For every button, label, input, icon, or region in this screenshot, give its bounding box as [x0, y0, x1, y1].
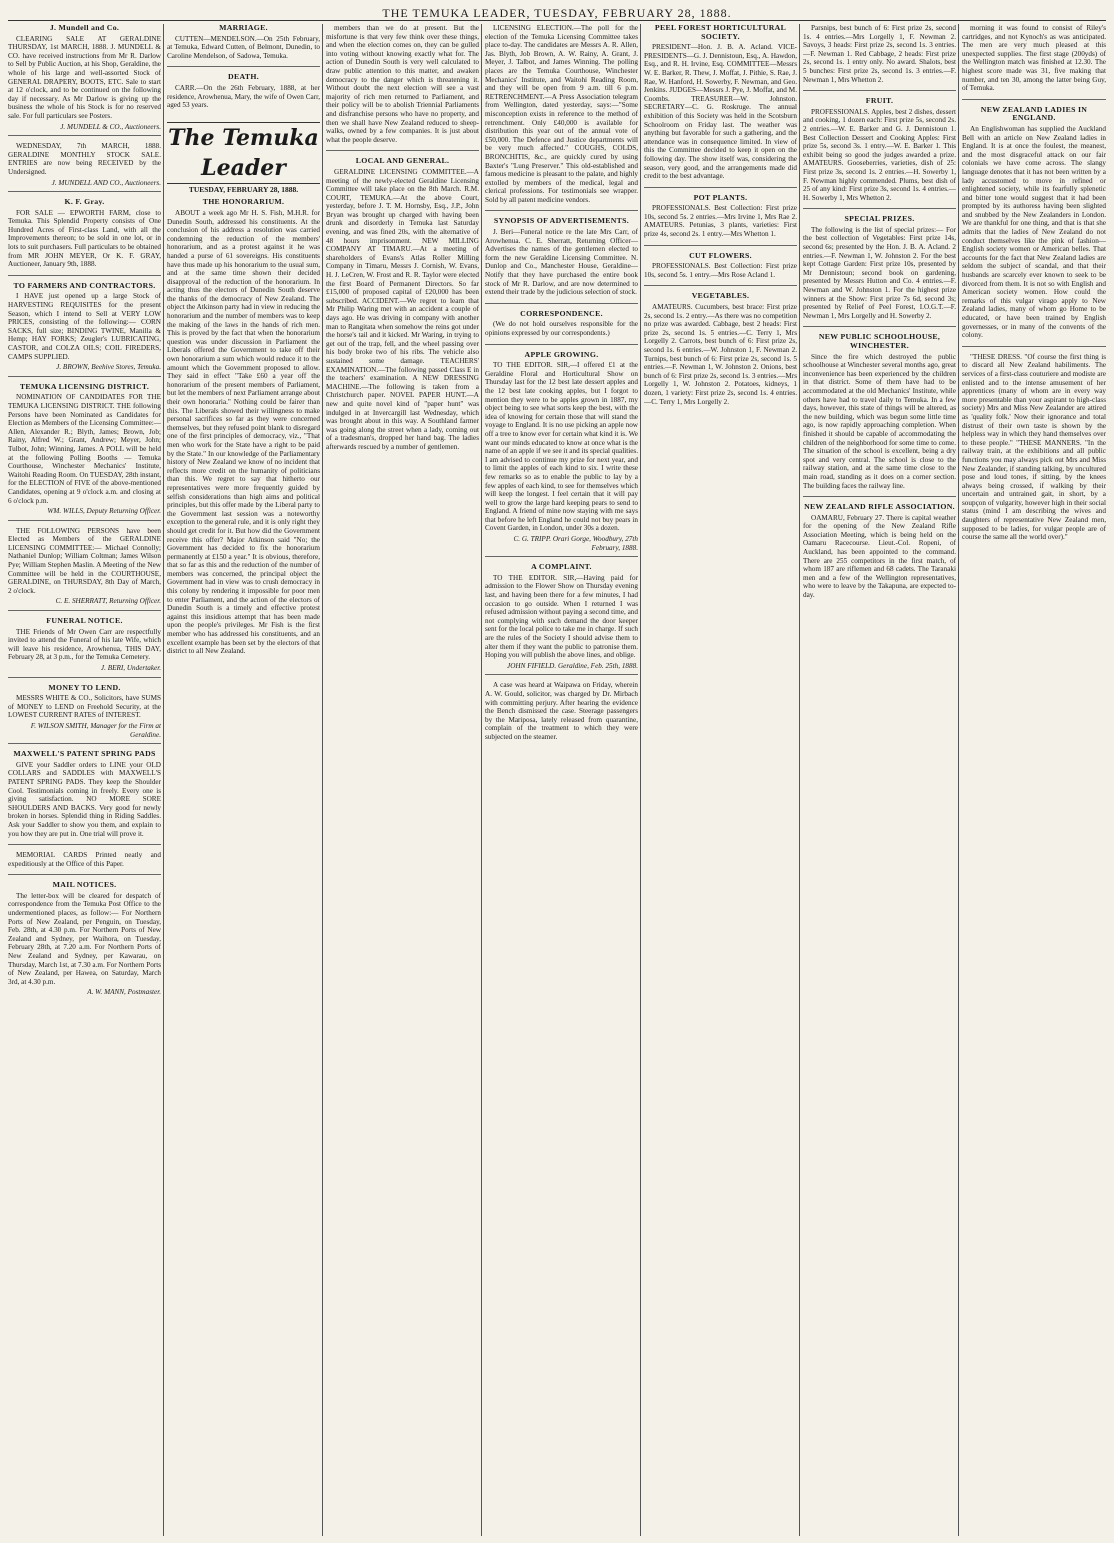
- editorial-block: [167, 198, 320, 661]
- column-7: [962, 24, 1106, 1536]
- article-heading: CUT FLOWERS.: [689, 250, 752, 260]
- article-text: ABOUT a week ago Mr H. S. Fish, M.H.R. for Dunedin South, addressed his constituents. At the conclusion of his address a resolution was carried condemning the reduction of the members' honorarium, and as a protest against it he was handed a purse of 61 sovereigns. His constituents have thus made up his honorarium to the usual sum, and at the same time shown their decided disapproval of the reduction of the honorarium. In acting thus the electors of Dunedin South deserve the thanks of the democracy of New Zealand. The object the Atkinson party had in view in reducing the honorarium and the number of members was to keep the making of the laws in the hands of rich men. This is proved by the fact that when the honorarium question was under discussion in Parliament the Liberals offered the Government to take off their own honorarium a sum which would reduce it to the amount which the Government proposed to allow. They said in effect "Take £60 a year off the honorarium of the present members of Parliament, but let the members of next Parliament arrange about their own honoraria." Nothing could be fairer than this. The Liberals showed their willingness to make personal sacrifices so far as they were concerned themselves, but they refused point blank to disregard one of the first principles of democracy, viz., "That men who work for the State have a right to be paid by the State." In our knowledge of the Parliamentary history of New Zealand we know of no incident that reflects more credit on the humanity of politicians than this. We regret to say that hitherto our representatives were more frequently guided by selfish considerations than high aims and political principles, but this offer made by the Liberal party to the Government last session was a noteworthy exception to the general rule, and it is only right they should get credit for it. But how did the Government receive this offer? Major Atkinson said "No; the Government has decided to fix the honorarium permanently at £150 a year." It is obvious, therefore, that so far as this and the reduction of the number of members was concerned, the principal object the Government had in view was to crush democracy in this colony by rendering it impossible for poor men to enter Parliament, and the action of the electors of Dunedin South is a timely and effective protest against this insidious attempt that has been made upon the people's privileges. Mr Fish is the first member who has addressed his constituents, and an excellent example has been set by the electors of that district to all New Zealand.: [167, 208, 320, 656]
- article-heading: POT PLANTS.: [693, 192, 748, 202]
- article-text: I HAVE just opened up a large Stock of HARVESTING REQUISITES for the present Season, which I intend to Sell at VERY LOW PRICES, consisting of the following:— CORN SACKS, full size; BINDING TWINE, Manilla & Hemp; HAY FORKS; Zeugler's LUBRICATING, CASTOR, and COLZA OILS; COIL FIREDERS, CAMPS SUPPLIED.: [8, 292, 161, 361]
- article-text: GIVE your Saddler orders to LINE your OLD COLLARS and SADDLES with MAXWELL'S PATENT SPRING PADS. They keep the Shoulder Cool. Testimonials coming in freely. Every one is giving satisfaction. NO MORE SORE SHOULDERS AND BACKS. Very good for newly broken in horses. Splendid thing in Riding Saddles. Ask your Saddler to show you them, and explain to you how they are put in. One trial will prove it.: [8, 760, 161, 838]
- article-text: AMATEURS. Cucumbers, best brace: First prize 2s, second 1s. 2 entry.—As there was no competition no prize was awarded. Cabbage, best 2 heads: First prize 2s, second 1s. 5 entries.—C. Terry 1, Mrs Lorgelly 2. Carrots, best bunch of 6: First prize 2s, second 1s. 6 entries.—W. Johnston 1, F. Newman 2. Turnips, best bunch of 6: First prize 2s, second 1s. 5 entries.—F. Newman 1, W. Johnston 2. Onions, best bunch of 6: First prize 2s, second 1s. 3 entries.—Mrs Lorgelly 1, W. Johnston 2. Potatoes, kidneys, 1 dozen, 1 variety: First prize 2s, second 1s. 4 entries.—C. Terry 1, Mrs Lorgelly 2.: [644, 303, 797, 406]
- column-6: [803, 24, 956, 1536]
- article-heading: TO FARMERS AND CONTRACTORS.: [13, 280, 156, 290]
- article-block: [8, 881, 161, 1001]
- article-text: (We do not hold ourselves responsible for the opinions expressed by our correspondents.): [485, 320, 638, 337]
- article-text: members than we do at present. But the misfortune is that very few think over these things, and when the election comes on, they can be gulled into voting without knowing exactly what for. The action of Dunedin South is very well calculated to draw public attention to this matter, and awaken democracy to the danger which is threatening it. Without doubt the next election will see a vast majority of rich men returned to Parliament, and their policy will be to abolish Triennial Parliaments and disfranchise persons who have no property, and then we shall have New Zealand reduced to sheep-walks, owned by a few companies. It is just about what the people deserve.: [326, 24, 479, 144]
- article-heading: VEGETABLES.: [691, 291, 750, 301]
- column-5: [644, 24, 797, 1536]
- article-signature: J. BROWN, Beehive Stores, Temuka.: [56, 363, 161, 372]
- article-block: [644, 252, 797, 287]
- article-block: [644, 194, 797, 246]
- article-text: The letter-box will be cleared for despatch of correspondence from the Temuka Post Office to the undermentioned places, as follow:— For Northern Ports of New Zealand, per Penguin, on Tuesday, Feb. 28th, at 4.30 p.m. For Northern Ports of New Zealand and Sydney, per Waihora, on Tuesday, February 28th, at 7.20 a.m. For Northern Ports of New Zealand and Sydney, per Kawarau, on Thursday, March 1st, at 7.30 a.m. For Northern Ports of New Zealand, per Hawea, on Saturday, March 3rd, at 4.30 p.m.: [8, 891, 161, 986]
- article-signature: WM. WILLS, Deputy Returning Officer.: [47, 507, 161, 516]
- column-rule: [799, 24, 800, 1536]
- article-text: GERALDINE LICENSING COMMITTEE.—A meeting of the newly-elected Geraldine Licensing Committee will take place on the 8th March. R.M. COURT, TEMUKA.—At the above Court, yesterday, before J. T. M. Hornsby, Esq., J.P., John Bryan was brought up charged with having been drunk and disorderly in Temuka last Saturday evening, and was fined 20s, with the alternative of 48 hours imprisonment. NEW MILLING COMPANY AT TIMARU.—At a meeting of shareholders of Evans's Atlas Roller Milling Company in Timaru, Messrs J. Cornish, W. Evans, H. J. LeCren, W. Frost and R. R. Taylor were elected the first Board of Permanent Directors. So far £15,000 of proposed capital of £20,000 has been subscribed. ACCIDENT.—We regret to learn that Mr Philip Waring met with an accident a couple of days ago. He was driving in company with another man to Rangitata when somehow the reins got under the horse's tail and it kicked. Mr Waring, in trying to get out of the trap, fell, and the wheel passing over his body broke two of his ribs. The vehicle also sustained some damage. TEACHERS' EXAMINATION.—The following passed Class E in the teachers' examination. A NEW DRESSING MACHINE.—The following is taken from a Christchurch paper. NOVEL PAPER HUNT.—A new and quite novel kind of "paper hunt" was indulged in at Invercargill last Wednesday, which was brought about in this way. A Southland farmer was going along the street when a lady, coming out of a tradesman's, dropped her hand bag. The ladies afterwards rescued by a number of gentlemen.: [326, 167, 479, 451]
- article-text: MESSRS WHITE & CO., Solicitors, have SUMS of MONEY to LEND on Freehold Security, at the LOWEST CURRENT RATES of INTEREST.: [8, 694, 161, 720]
- column-rule: [163, 24, 164, 1536]
- article-text: "THESE DRESS. "Of course the first thing is to discard all New Zealand habiliments. The services of a first-class couturiere and modiste are enlisted and to the intense amusement of her apprentices (many of whom are in every way more presentable than your aspirant to high-class society) Mrs and Miss New Zealander are attired as 'quality folk.' Now their ignorance and total distrust of their own taste is shown by the helpless way in which they hand themselves over to these people." "THESE MANNERS. "In the railway train, at the exhibitions and all public functions you may always pick out Mrs and Miss New Zealander, if standing talking, by uncultured pose and loud tones, if sitting, by the knees always being crossed, if walking by their uncertain and untrained gait, in short, by a soupçon of vulgarity, however high in their social status (mind I am describing the wives and daughters of representative New Zealand men, supposed to be ladies, for vulgar people are of course the same all the world over).": [962, 352, 1106, 542]
- article-block: [803, 333, 956, 497]
- article-heading: TEMUKA LICENSING DISTRICT.: [19, 381, 150, 391]
- article-text: PROFESSIONALS. Best Collection: First prize 10s, second 5s. 2 entries.—Mrs Irvine 1, Mrs Rae 2. AMATEURS. Petunias, 3 plants, varieties: First prize 4s, second 2s. 1 entry.—Mrs Whetton 1.: [644, 204, 797, 239]
- column-1: [8, 24, 161, 1536]
- article-block: [8, 527, 161, 611]
- column-3: [326, 24, 479, 1536]
- article-block: [644, 24, 797, 188]
- column-rule: [322, 24, 323, 1536]
- article-block: [8, 617, 161, 678]
- article-text: TO THE EDITOR. SIR,—Having paid for admission to the Flower Show on Thursday evening last, and having been there for a few minutes, I had occasion to go outside. When I returned I was refused admission without paying a second time, and not complying with such demand the door keeper sent for the local police to take me in charge. If such are the rules of the Society I should advise them to alter them if they want the public to patronise them. Hoping you will publish the above lines, and oblige.: [485, 573, 638, 660]
- article-block: [962, 106, 1106, 347]
- article-text: J. Beri—Funeral notice re the late Mrs Carr, of Arowhenua. C. E. Sherratt, Returning Officer—Advertises the names of the gentlemen elected to form the new Geraldine Licensing Committee. N. Dunlop and Co., Manchester House, Geraldine—Notify that they have purchased the entire book stock of Mr R. Darlow, and are now determined to extend their trade by the judicious selection of stock.: [485, 228, 638, 297]
- article-signature: C. E. SHERRATT, Returning Officer.: [55, 597, 161, 606]
- article-text: PROFESSIONALS. Best Collection: First prize 10s, second 5s. 1 entry.—Mrs Rose Acland 1.: [644, 262, 797, 279]
- article-block: [803, 24, 956, 91]
- article-heading: J. Mundell and Co.: [49, 24, 120, 32]
- article-block: [644, 292, 797, 412]
- column-2: [167, 24, 320, 1536]
- article-block: [803, 97, 956, 209]
- article-text: LICENSING ELECTION.—The poll for the election of the Temuka Licensing Committee takes place to-day. The candidates are Messrs A. R. Allen, Jas. Blyth, Job Brown, A. W. Rainy, A. Grant, J. Meyer, J. Talbot, and James Winning. The polling places are the Temuka Courthouse, Winchester Mechanics' Institute, and Waitohi Reading Room, and they will be open from 9 a.m. till 6 p.m. RETRENCHMENT.—A Press Association telegram from Wellington, dated yesterday, says:—"Some misconception exists in reference to the method of retrenchment. Only £40,000 is available for distribution this year out of the annual vote of £50,000. The Defence and Justice departments will be very much affected." COUGHS, COLDS, BRONCHITIS, &c., are quickly cured by using Baxter's "Lung Preserver." This old-established and famous medicine is pleasant to the palate, and highly extolled by members of the medical, legal and clerical professions. For testimonials see wrapper. Sold by all patent medicine vendors.: [485, 24, 638, 204]
- article-block: [485, 563, 638, 675]
- article-text: morning it was found to consist of Riley's cartridges, and not Kynoch's as was anticipated. The men are very much pleased at this unexpected supplies. The first stage (200yds) of the Wellington match was finished at 12.30. The highest score made was 31, five making that number, and ten 30, among the latter being Guy, of Temuka.: [962, 24, 1106, 93]
- article-heading: NEW PUBLIC SCHOOLHOUSE, WINCHESTER.: [818, 332, 941, 350]
- newspaper-nameplate: The Temuka Leader: [167, 122, 320, 184]
- article-block: [8, 282, 161, 377]
- article-block: [8, 750, 161, 845]
- article-block: [8, 383, 161, 521]
- article-text: An Englishwoman has supplied the Auckland Bell with an article on New Zealand ladies in England. It is at once the foulest, the meanest, and the most disgraceful attack on our fair colonials we have come across. The slangy language denotes that it has not been written by a lady accustomed to move in refined or enlightened society, while its fearfully splenetic and bitter tone would suggest that it had been prompted by its authoress having been slighted and snubbed by the New Zealanders in London. We are thankful for one thing, and that is that she admits that the ladies of New Zealand do not conduct themselves like the pink of fashion—English society women or American belles. That accounts for the fact that New Zealand ladies are seldom the subject of scandal, and that their husbands are scarcely ever known to seek to be divorced from them. It is not so with English and American society women. How could the remarks of this vulgar virago apply to New Zealand ladies, many of whom go Home to be educated, or have been trained by English governesses, or in many of the convents of the colony.: [962, 124, 1106, 340]
- article-signature: J. MUNDELL AND CO., Auctioneers.: [51, 178, 161, 187]
- article-block: [326, 157, 479, 457]
- article-heading: CORRESPONDENCE.: [520, 308, 603, 318]
- top-rule: [8, 20, 1106, 21]
- article-signature: JOHN FIFIELD. Geraldine, Feb. 25th, 1888.: [507, 661, 638, 670]
- article-text: TO THE EDITOR. SIR,—I offered £1 at the Geraldine Floral and Horticultural Show on Thursday last for the 12 best late dessert apples and the 12 best late cooking apples, but I forgot to mention they were to be apples grown in 1887, my object being to see what sorts keep the best, with the idea of knowing for certain those that will stand the voyage to England. It is no use picking an apple now off a tree to know ever for certain what kind it is. We want our minds educated to know at once what is the name of an apple if we see it and its special qualities. I am advised to continue my prize for next year, and to limit the apples of each kind to six. I write these few remarks so as to enable the public to lay by a few apples of each kind, to see for themselves which will keep the longest. I feel certain that it will pay well to grow the large hard keeping pears to send to England. A friend of mine now staying with me says that before he left England he could not buy pears in Covent Garden, in London, under 30s a dozen.: [485, 361, 638, 533]
- article-text: WEDNESDAY, 7th MARCH, 1888. GERALDINE MONTHLY STOCK SALE. ENTRIES are now being RECEIVED by the Undersigned.: [8, 142, 161, 176]
- article-heading: MAIL NOTICES.: [52, 880, 117, 890]
- article-block: [962, 353, 1106, 548]
- column-rule: [958, 24, 959, 1536]
- article-block: [803, 503, 956, 606]
- article-text: Since the fire which destroyed the public schoolhouse at Winchester several months ago, great inconvenience has been experienced by the children in that district. Some of them have had to be accommodated at the old Mechanics' Institute, while others have had to travel daily to Temuka. In a few days, however, this state of things will be altered, as the new building, which was begun some little time ago, is now rapidly approaching completion. When finished it should be capable of accommodating the children of the neighborhood for some time to come. The situation of the school is excellent, being a dry spot and very central. The school is close to the railway station, and at the same time close to the main road, standing as it does on a corner section. The building faces the railway line.: [803, 352, 956, 490]
- article-block: [485, 681, 638, 747]
- article-block: [8, 851, 161, 875]
- article-block: [485, 310, 638, 345]
- article-text: CUTTEN—MENDELSON.—On 25th February, at Temuka, Edward Cutten, of Belmont, Dunedin, to Caroline Mendelson, of Sadowa, Temuka.: [167, 34, 320, 60]
- article-text: Parsnips, best bunch of 6: First prize 2s, second 1s. 4 entries.—Mrs Lorgelly 1, F. Newman 2. Savoys, 3 heads: First prize 2s, second 1s. 3 entries.—F. Newman 1. Red Cabbage, 2 heads: First prize 2s, second 1s. 1 entry only. No award. Shalots, best 5 bunches: First prize 2s, second 1s. 3 entries.—F. Newman 1, Mrs Whetton 2.: [803, 24, 956, 84]
- article-heading: SYNOPSIS OF ADVERTISEMENTS.: [493, 216, 630, 226]
- article-block: [485, 217, 638, 303]
- running-head: THE TEMUKA LEADER, TUESDAY, FEBRUARY 28, 1888.: [382, 6, 732, 20]
- article-heading: K. F. Gray.: [64, 197, 105, 207]
- article-heading: A COMPLAINT.: [531, 562, 592, 572]
- column-rule: [481, 24, 482, 1536]
- article-heading: NEW ZEALAND RIFLE ASSOCIATION.: [804, 502, 955, 512]
- article-heading: NEW ZEALAND LADIES IN ENGLAND.: [980, 104, 1088, 123]
- article-block: [485, 351, 638, 558]
- article-text: THE Friends of Mr Owen Carr are respectfully invited to attend the Funeral of his late Wife, which will leave his residence, Arowhenua, THIS DAY, February 28, at 3 p.m., for the Temuka Cemetery.: [8, 627, 161, 662]
- article-block: [8, 142, 161, 192]
- article-text: FOR SALE — EPWORTH FARM, close to Temuka. This Splendid Property consists of One Hundred Acres of First-class Land, with all the Improvements thereon; to be sold in one lot, or in lots to suit purchasers. Full particulars to be obtained from MR JOHN MEYER, Or K. F. GRAY, Auctioneer, January 9th, 1888.: [8, 208, 161, 269]
- article-signature: A. W. MANN, Postmaster.: [87, 988, 161, 997]
- article-block: [962, 24, 1106, 100]
- article-heading: MARRIAGE.: [219, 24, 268, 32]
- column-4: [485, 24, 638, 1536]
- article-block: [485, 24, 638, 211]
- article-signature: J. MUNDELL & CO., Auctioneers.: [60, 122, 161, 131]
- article-block: [326, 24, 479, 151]
- article-heading: SPECIAL PRIZES.: [844, 214, 915, 224]
- notices-block: [167, 24, 320, 116]
- article-signature: F. WILSON SMITH, Manager for the Firm at Geraldine.: [30, 721, 161, 739]
- article-heading: APPLE GROWING.: [524, 349, 599, 359]
- article-text: CARR.—On the 26th February, 1888, at her residence, Arowhenua, Mary, the wife of Owen Carr, aged 53 years.: [167, 83, 320, 110]
- article-heading: FRUIT.: [865, 96, 894, 106]
- article-block: [8, 198, 161, 276]
- article-heading: PEEL FOREST HORTICULTURAL SOCIETY.: [654, 24, 787, 41]
- article-heading: MONEY TO LEND.: [48, 682, 121, 692]
- column-rule: [640, 24, 641, 1536]
- article-signature: C. G. TRIPP. Orari Gorge, Woodbury, 27th February, 1888.: [513, 535, 638, 552]
- article-block: [8, 684, 161, 745]
- article-block: [167, 198, 320, 661]
- article-heading: DEATH.: [228, 72, 259, 82]
- article-heading: THE HONORARIUM.: [202, 197, 285, 207]
- article-block: [803, 215, 956, 327]
- article-signature: J. BERI, Undertaker.: [100, 664, 161, 672]
- article-text: PROFESSIONALS. Apples, best 2 dishes, dessert and cooking, 1 dozen each: First prize 5s, second 2s. 2 entries.—W. E. Barker and G. J. Dennistoun 1. Best Collection Dessert and Cooking Apples: First prize 5s, second 3s. 1 entry.—W. E. Barker 1. This exhibit being so good the judges awarded a prize. AMATEURS. Gooseberries, varieties, dish of 25: First prize 3s, second 1s. 2 entries.—H. Sowerby 1, F. Newman highly commended. Plums, best dish of 25 of any kind: First prize 3s, second 1s. 4 entries.—H. Sowerby 1, Mrs Whetton 2.: [803, 107, 956, 202]
- article-block: [167, 73, 320, 115]
- article-text: OAMARU, February 27. There is capital weather for the opening of the New Zealand Rifle Association Meeting, which is being held on the Oamaru Racecourse. Lieut.-Col. Ropeni, of Auckland, has been appointed to the command. There are 255 competitors in the first match, of whom 187 are riflemen and 68 cadets. The Taranaki men and a few of the Wellington representatives, who were to leave by the Takapuna, are expected to-day.: [803, 513, 956, 600]
- issue-date: TUESDAY, FEBRUARY 28, 1888.: [188, 184, 299, 194]
- article-heading: FUNERAL NOTICE.: [46, 616, 123, 626]
- article-text: PRESIDENT—Hon. J. B. A. Acland. VICE-PRESIDENTS—G. J. Dennistoun, Esq., A. Hawdon, Esq., and R. H. Irvine, Esq. COMMITTEE—Messrs W. E. Barker, R. Thew, J. Moffat, J. Pithie, S. Rae, J. Rae, W. Hanford, H. Sowerby, F. Newman, and Geo. Jenkins. JUDGES—Messrs J. Pye, J. Moffat, and M. Coombs. TREASURER—W. Johnston. SECRETARY—C. G. Roskruge. The annual exhibition of this Society was held in the Scotsburn Schoolroom on Friday last. The weather was anything but favorable for such a gathering, and the attendance was in consequence limited. In view of this the Committee decided to keep it open on the following day. The show itself was, considering the season, very good, and the arrangements made did credit to the best advantage.: [644, 43, 797, 181]
- article-text: CLEARING SALE AT GERALDINE THURSDAY, 1st MARCH, 1888. J. MUNDELL & CO. have received instructions from Mr R. Darlow to Sell by Public Auction, at his Shop, Geraldine, the whole of his large and well-assorted Stock of GENERAL DRAPERY, BOOTS, ETC. Sale to start at 12 o'clock, and to be continued on the following day if necessary. As Mr Darlow is giving up the business the whole of his Stock is for no reserved sale. For full particulars see Posters.: [8, 34, 161, 120]
- article-text: NOMINATION OF CANDIDATES FOR THE TEMUKA LICENSING DISTRICT. THE following Persons have been Nominated as Candidates for Election as Members of the Licensing Committee:— Allen, Alexander R.; Blyth, James; Brown, Job; Rainy, Alfred W.; Grant, Andrew; Meyer, John; Tulbot, John; Winning, James. A POLL will be held at the following Polling Booths — Temuka Courthouse, Winchester Mechanics' Institute, Waitohi Reading Room. On TUESDAY, 28th instant, for the ELECTION of FIVE of the above-mentioned Candidates, opening at 9 o'clock a.m. and closing at 6 o'clock p.m.: [8, 393, 161, 505]
- article-heading: LOCAL AND GENERAL.: [355, 156, 450, 166]
- article-text: The following is the list of special prizes:— For the best collection of Vegetables: First prize 14s, second 6s; presented by the Hon. J. B. A. Acland. 2 entries.—F. Newman 1, W. Johnston 2. For the best kept Cottage Garden: First prize 10s, presented by Mr Dennistoun; second book on gardening, presented by Messrs Hutton and Co. 4 entries.—F. Newman and W. Johnston 1. For the highest prize winners at the Show: First prize 7s 6d, second 3s; presented by Relief of Peel Forest, I.O.G.T.—F. Newman 1, Mrs Lorgelly and H. Sowerby 2.: [803, 225, 956, 320]
- article-text: MEMORIAL CARDS Printed neatly and expeditiously at the Office of this Paper.: [8, 851, 161, 868]
- article-text: THE FOLLOWING PERSONS have been Elected as Members of the GERALDINE LICENSING COMMITTEE:— Michael Connolly; Nathaniel Dunlop; William Coltman; James Wilson Pye; William Stephen Maslin. A Meeting of the New Committee will be held in the COURTHOUSE, GERALDINE, on THURSDAY, 8th Day of March, 2 o'clock.: [8, 526, 161, 595]
- article-heading: MAXWELL'S PATENT SPRING PADS: [13, 749, 156, 759]
- article-block: [8, 24, 161, 136]
- article-block: [167, 24, 320, 67]
- article-text: A case was heard at Waipawa on Friday, wherein A. W. Gould, solicitor, was charged by Dr. Mirbach with committing perjury. After hearing the evidence the Bench dismissed the case. Steerage passengers by the Mariposa, lately released from quarantine, complain of the treatment to which they were subjected on the steamer.: [485, 681, 638, 741]
